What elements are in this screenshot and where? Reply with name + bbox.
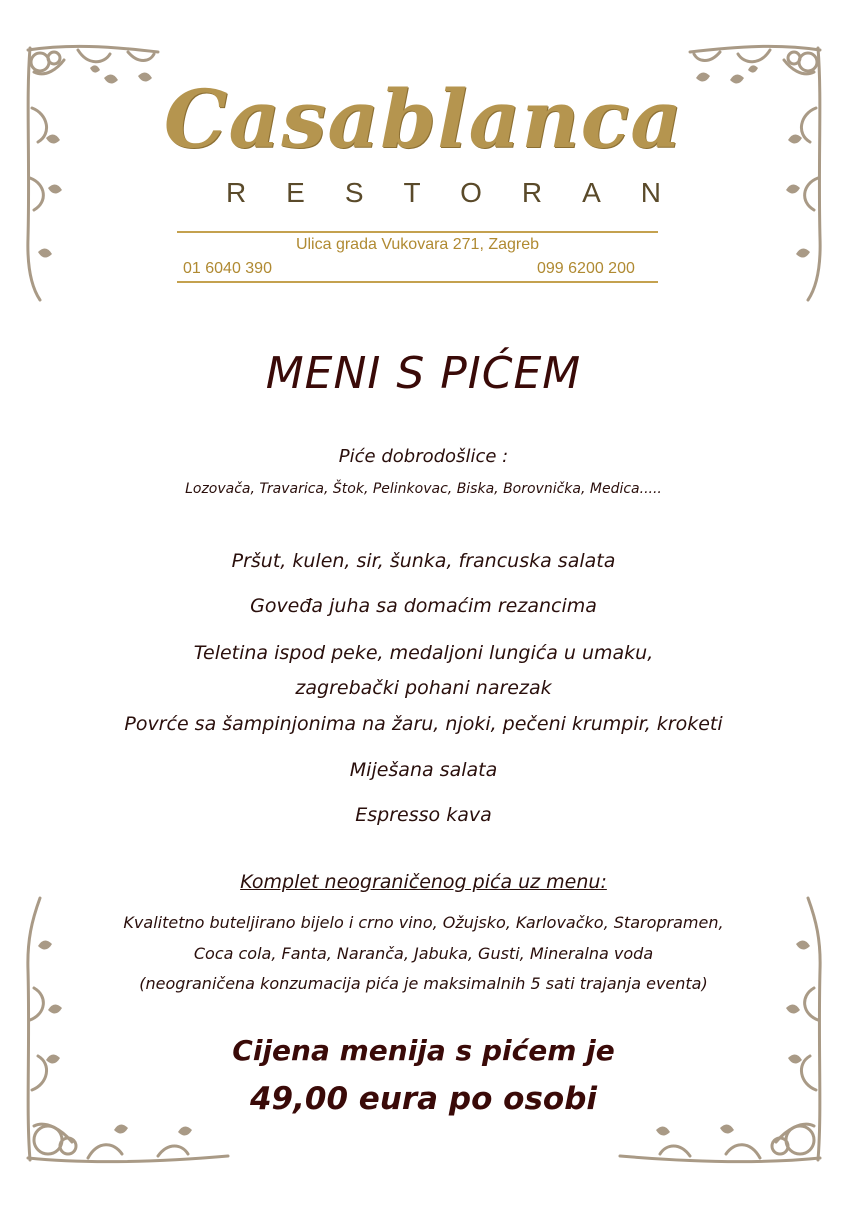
restaurant-subtitle: RESTORAN xyxy=(225,177,702,208)
address: Ulica grada Vukovara 271, Zagreb xyxy=(295,236,540,253)
phone-landline: 01 6040 390 xyxy=(183,260,272,277)
corner-flourish-icon xyxy=(610,890,830,1170)
course-sides: Povrće sa šampinjonima na žaru, njoki, pečeni krumpir, kroketi xyxy=(124,713,723,735)
course-soup: Goveđa juha sa domaćim rezancima xyxy=(250,595,597,617)
phone-mobile: 099 6200 200 xyxy=(537,260,635,277)
course-coffee: Espresso kava xyxy=(355,804,492,826)
course-salad: Miješana salata xyxy=(349,759,498,781)
welcome-drink-list: Lozovača, Travarica, Štok, Pelinkovac, Biska, Borovnička, Medica..... xyxy=(185,481,662,497)
corner-flourish-icon xyxy=(18,890,238,1170)
drinks-line-1: Kvalitetno buteljirano bijelo i crno vino, Ožujsko, Karlovačko, Staropramen, xyxy=(123,913,724,932)
divider xyxy=(177,281,658,283)
course-main-line1: Teletina ispod peke, medaljoni lungića u umaku, xyxy=(193,642,654,664)
price-line-2: 49,00 eura po osobi xyxy=(249,1081,598,1117)
course-appetizer: Pršut, kulen, sir, šunka, francuska salata xyxy=(231,550,616,572)
price-line-1: Cijena menija s pićem je xyxy=(232,1034,615,1067)
drinks-line-2: Coca cola, Fanta, Naranča, Jabuka, Gusti, Mineralna voda xyxy=(193,944,654,963)
divider xyxy=(177,231,658,233)
welcome-drink-heading: Piće dobrodošlice : xyxy=(338,446,509,467)
course-main-line2: zagrebački pohani narezak xyxy=(295,677,552,699)
restaurant-logo: Casablanca xyxy=(163,72,684,166)
drinks-note: (neograničena konzumacija pića je maksimalnih 5 sati trajanja eventa) xyxy=(139,974,708,993)
menu-title: MENI S PIĆEM xyxy=(265,348,582,399)
drinks-heading: Komplet neograničenog pića uz menu: xyxy=(240,871,607,893)
